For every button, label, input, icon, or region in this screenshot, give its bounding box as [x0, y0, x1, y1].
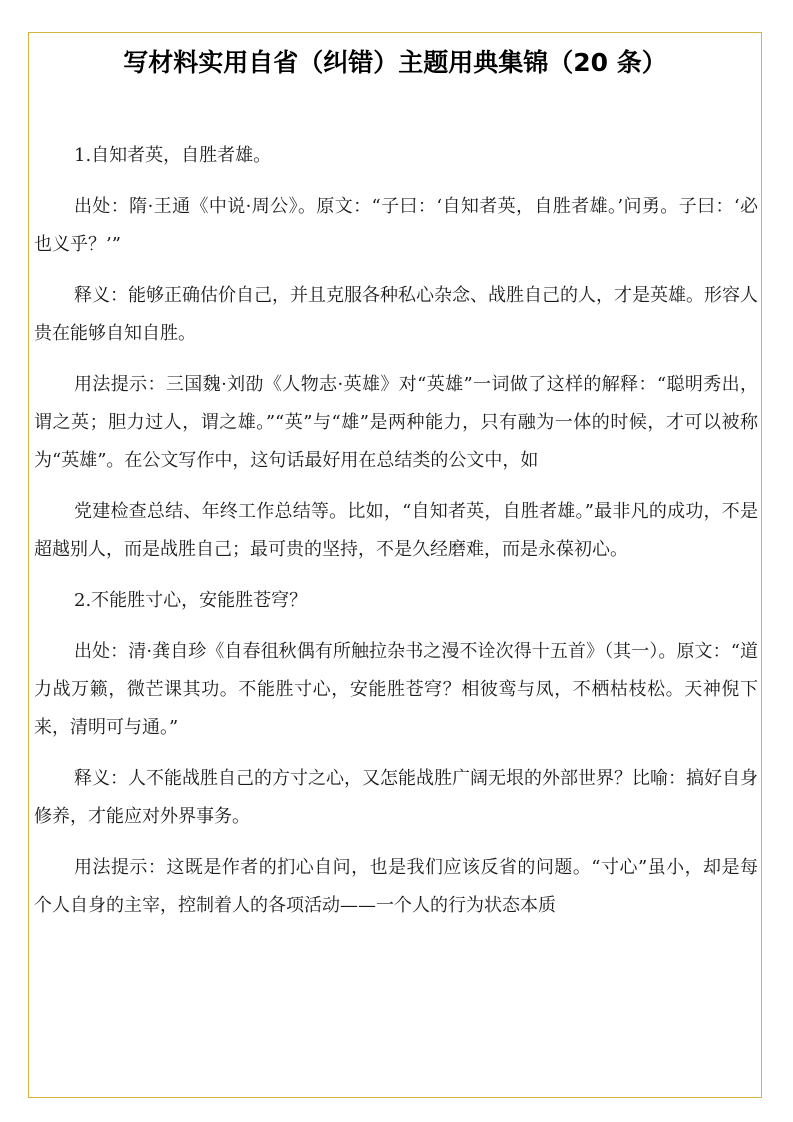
- paragraph-entry-1-usage-example: 党建检查总结、年终工作总结等。比如，“自知者英，自胜者雄。”最非凡的成功，不是超越别人，而是战胜自己；最可贵的坚持，不是久经磨难，而是永葆初心。: [34, 501, 758, 560]
- document-body: [34, 137, 758, 938]
- document-title: 写材料实用自省（纠错）主题用典集锦（20 条）: [123, 48, 667, 77]
- paragraph-entry-2-meaning: 释义：人不能战胜自己的方寸之心，又怎能战胜广阔无垠的外部世界？比喻：搞好自身修养，才能应对外界事务。: [34, 768, 758, 827]
- paragraph-entry-2-heading: 2.不能胜寸心，安能胜苍穹？: [74, 590, 308, 611]
- paragraph-entry-1-heading: 1.自知者英，自胜者雄。: [74, 145, 272, 166]
- page-frame: [28, 32, 762, 1098]
- paragraph-entry-1-meaning: 释义：能够正确估价自己，并且克服各种私心杂念、战胜自己的人，才是英雄。形容人贵在能够自知自胜。: [34, 285, 758, 344]
- paragraph-entry-1-source: 出处：隋·王通《中说·周公》。原文：“子曰：‘自知者英，自胜者雄。’问勇。子曰：‘必也义乎？’”: [34, 196, 758, 255]
- paragraph-entry-2-usage: 用法提示：这既是作者的扪心自问，也是我们应该反省的问题。“寸心”虽小，却是每个人自身的主宰，控制着人的各项活动——一个人的行为状态本质: [34, 857, 758, 916]
- paragraph-entry-1-usage: 用法提示：三国魏·刘劭《人物志·英雄》对“英雄”一词做了这样的解释：“聪明秀出，谓之英；胆力过人，谓之雄。”“英”与“雄”是两种能力，只有融为一体的时候，才可以被称为“英雄”。在公文写作中，这句话最好用在总结类的公文中，如: [34, 374, 758, 471]
- paragraph-entry-2-source: 出处：清·龚自珍《自春徂秋偶有所触拉杂书之漫不诠次得十五首》（其一）。原文：“道力战万籁，微芒课其功。不能胜寸心，安能胜苍穹？相彼鸾与凤，不栖枯枝松。天神倪下来，清明可与通。”: [34, 641, 758, 738]
